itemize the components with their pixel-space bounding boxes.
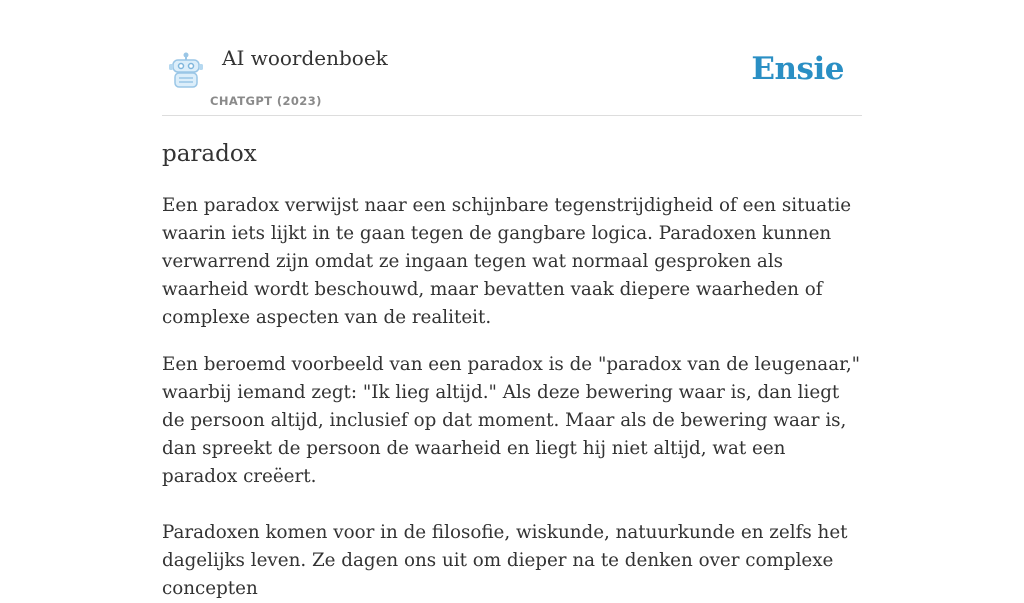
entry-term: paradox [162,141,257,167]
definition-paragraph: Een paradox verwijst naar een schijnbare tegenstrijdigheid of een situatie waarin iets lijkt in te gaan tegen de gangbare logica. Paradoxen kunnen verwarrend zijn omdat ze ingaan tegen wat normaal gesproken als waarheid wordt beschouwd, maar bevatten vaak diepere waarheden of complexe aspecten van de realiteit. [162,195,852,328]
brand-logo[interactable]: Ensie [751,51,844,87]
header [162,0,862,116]
page [162,0,862,599]
definition-paragraph: Een beroemd voorbeeld van een paradox is de "paradox van de leugenaar," waarbij iemand zegt: "Ik lieg altijd." Als deze bewering waar is, dan liegt de persoon altijd, inclusief op dat moment. Maar als de bewering waar is, dan spreekt de persoon de waarheid en liegt hij niet altijd, wat een paradox creëert. [162,354,861,487]
dictionary-title[interactable]: AI woordenboek [222,46,388,70]
source-label: CHATGPT (2023) [210,94,322,108]
robot-icon [166,52,206,90]
entry-definition [162,192,862,603]
definition-paragraph: Paradoxen komen voor in de filosofie, wiskunde, natuurkunde en zelfs het dagelijks leven. Ze dagen ons uit om dieper na te denken over complexe concepten [162,522,848,599]
